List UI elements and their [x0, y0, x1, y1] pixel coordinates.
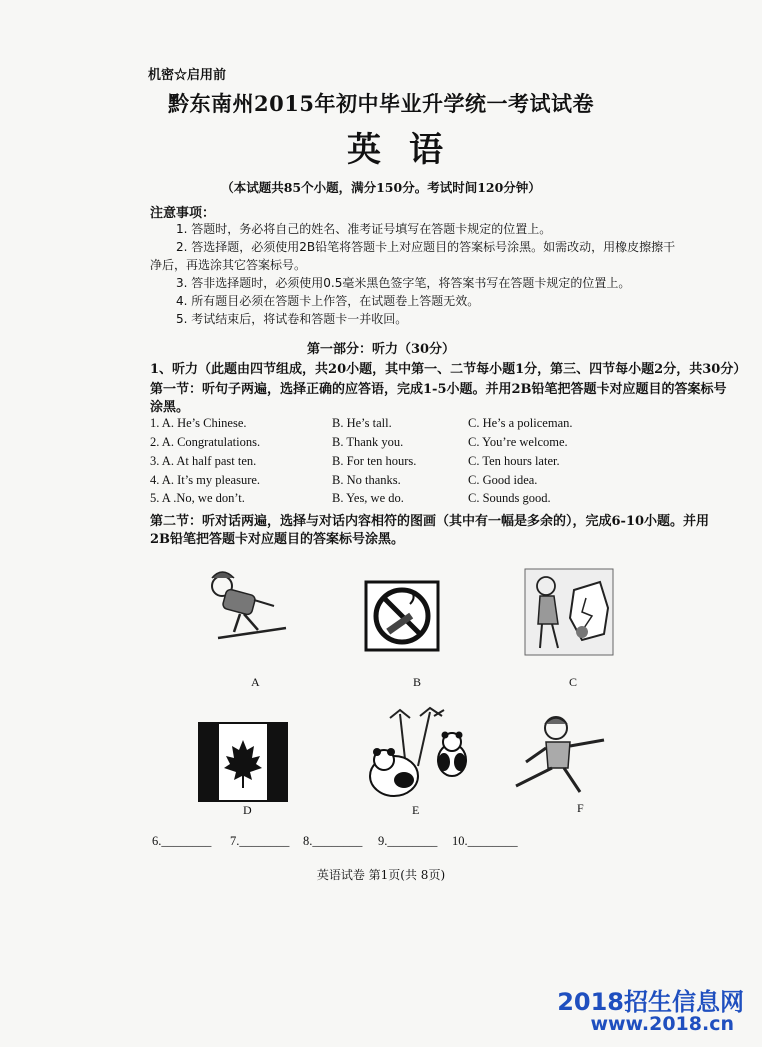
pandas-picture [364, 706, 476, 802]
section2-instructions: 第二节：听对话两遍，选择与对话内容相符的图画（其中有一幅是多余的），完成6-10小题。并用 [150, 514, 710, 529]
note-item: 净后，再选涂其它答案标号。 [150, 258, 307, 272]
skater-picture [192, 566, 292, 650]
question-option: C. He’s a policeman. [468, 416, 573, 430]
secret-label: 机密☆启用前 [148, 68, 227, 83]
listening-intro: 1、听力（此题由四节组成，共20小题，其中第一、二节每小题1分，第三、四节每小题2分，共30分） [150, 362, 747, 377]
question-option: 4. A. It’s my pleasure. [150, 473, 261, 487]
question-option: C. Ten hours later. [468, 454, 560, 468]
page-footer: 英语试卷 第1页(共 8页) [316, 868, 446, 882]
question-option: C. You’re welcome. [468, 435, 568, 449]
question-option: 3. A. At half past ten. [150, 454, 257, 468]
note-item: 1. 答题时，务必将自己的姓名、准考证号填写在答题卡规定的位置上。 [176, 222, 552, 236]
watermark-url: www.2018.cn [590, 1013, 734, 1035]
answer-blank: 6.________ [152, 834, 212, 848]
section2-instructions-cont: 2B铅笔把答题卡对应题目的答案标号涂黑。 [150, 532, 405, 547]
part-title: 第一部分：听力（30分） [306, 342, 456, 357]
question-option: 2. A. Congratulations. [150, 435, 261, 449]
picture-label-d: D [243, 803, 252, 817]
answer-blank: 9.________ [378, 834, 438, 848]
exam-title: 黔东南州2015年初中毕业升学统一考试试卷 [168, 91, 594, 116]
note-item: 2. 答选择题，必须使用2B铅笔将答题卡上对应题目的答案标号涂黑。如需改动，用橡皮擦擦干 [176, 240, 676, 254]
picture-label-c: C [569, 675, 578, 689]
answer-blank: 7.________ [230, 834, 290, 848]
subject-title: 英语 [347, 130, 471, 170]
no-smoking-sign-picture [364, 580, 440, 652]
picture-label-a: A [251, 675, 260, 689]
question-option: B. He’s tall. [332, 416, 392, 430]
notes-title: 注意事项： [150, 206, 216, 221]
note-item: 5. 考试结束后，将试卷和答题卡一并收回。 [176, 312, 408, 326]
broken-glass-picture [524, 568, 614, 656]
question-option: 1. A. He’s Chinese. [150, 416, 247, 430]
note-item: 4. 所有题目必须在答题卡上作答，在试题卷上答题无效。 [176, 294, 480, 308]
canada-flag-picture [198, 722, 288, 802]
exam-info: （本试题共85个小题，满分150分。考试时间120分钟） [221, 180, 541, 195]
question-option: B. No thanks. [332, 473, 401, 487]
question-option: C. Good idea. [468, 473, 538, 487]
question-option: B. For ten hours. [332, 454, 417, 468]
question-option: 5. A .No, we don’t. [150, 491, 245, 505]
question-option: C. Sounds good. [468, 491, 551, 505]
kungfu-picture [508, 712, 612, 800]
answer-blank: 10.________ [452, 834, 518, 848]
watermark-title: 2018招生信息网 [557, 988, 744, 1016]
question-option: B. Thank you. [332, 435, 404, 449]
question-option: B. Yes, we do. [332, 491, 404, 505]
section1-instructions: 第一节：听句子两遍，选择正确的应答语，完成1-5小题。并用2B铅笔把答题卡对应题目的答案标号 [150, 382, 727, 397]
section1-instructions-cont: 涂黑。 [150, 400, 190, 415]
answer-blank: 8.________ [303, 834, 363, 848]
note-item: 3. 答非选择题时，必须使用0.5毫米黑色签字笔，将答案书写在答题卡规定的位置上。 [176, 276, 631, 290]
picture-label-e: E [412, 803, 420, 817]
picture-label-f: F [577, 801, 584, 815]
picture-label-b: B [413, 675, 422, 689]
